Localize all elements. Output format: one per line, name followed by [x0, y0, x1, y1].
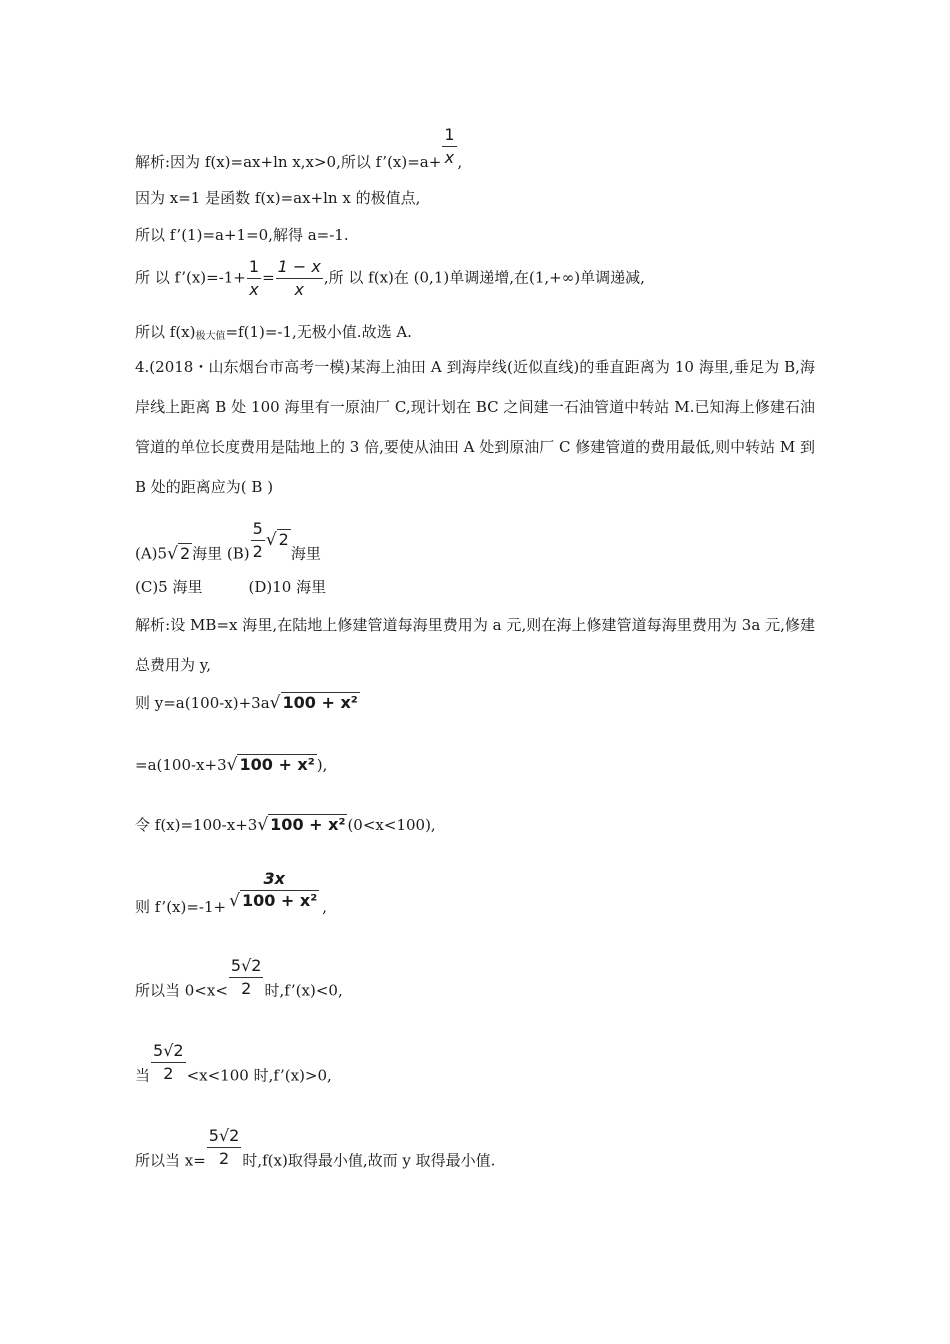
eq-f — [135, 815, 436, 835]
numerator: 5 — [251, 518, 265, 541]
options-ab — [135, 518, 321, 564]
text: 所以当 0<x< — [135, 981, 228, 1000]
text: 解析:因为 f(x)=ax+ln x,x>0,所以 f’(x)=a+ — [135, 153, 442, 171]
text: 所以 f(x) — [135, 323, 196, 341]
numerator: 5√2 — [151, 1040, 186, 1063]
fraction — [227, 868, 321, 912]
sqrt: √ 100 + x² — [269, 693, 358, 713]
denominator — [227, 890, 321, 912]
fraction — [251, 518, 265, 563]
numerator: 5√2 — [207, 1125, 242, 1148]
eq-fprime — [135, 868, 327, 917]
sqrt: √ 2 — [265, 529, 289, 550]
text: ), — [316, 756, 328, 774]
solution-2 — [135, 605, 815, 685]
solution-line-5 — [135, 322, 412, 347]
text: , — [322, 898, 328, 916]
question-4 — [135, 347, 815, 507]
radicand: 100 + x² — [282, 693, 358, 712]
text: , — [457, 153, 463, 171]
numerator: 3x — [263, 869, 285, 888]
fraction — [151, 1040, 186, 1085]
text: 则 f’(x)=-1+ — [135, 898, 227, 916]
text: 时,f(x)取得最小值,故而 y 取得最小值. — [242, 1151, 496, 1170]
option-c: (C)5 海里 — [135, 578, 203, 596]
text: 海里 — [290, 544, 321, 563]
solution-line-2 — [135, 188, 420, 208]
sqrt: √ 100 + x² — [257, 815, 346, 835]
text: 则 y=a(100-x)+3a — [135, 694, 270, 712]
text: 所以当 x= — [135, 1151, 206, 1170]
fraction — [207, 1125, 242, 1170]
denominator: 2 — [163, 1064, 174, 1083]
denominator: 2 — [218, 1149, 230, 1168]
text: <x<100 时,f’(x)>0, — [186, 1066, 332, 1085]
radicand: 100 + x² — [241, 891, 318, 910]
sqrt: √ 100 + x² — [229, 891, 318, 911]
text: =f(1)=-1,无极小值.故选 A. — [225, 323, 412, 341]
denominator: 2 — [252, 542, 263, 561]
numerator: 1 — [442, 124, 456, 147]
text: 令 f(x)=100-x+3 — [135, 816, 258, 834]
cond-1 — [135, 955, 343, 1001]
text: =a(100-x+3 — [135, 756, 227, 774]
text: 解析:设 MB=x 海里,在陆地上修建管道每海里费用为 a 元,则在海上修建管道每海里费用为 3a 元,修建总费用为 y, — [135, 616, 815, 674]
numerator: 1 — [247, 256, 261, 279]
solution-line-1 — [135, 124, 462, 172]
eq-y1 — [135, 693, 360, 713]
radicand: 100 + x² — [239, 755, 315, 774]
text: 海里 (B) — [192, 544, 250, 563]
denominator: 2 — [241, 979, 252, 998]
sqrt: √ 100 + x² — [226, 755, 315, 775]
radicand: 2 — [179, 543, 191, 563]
text: (0<x<100), — [347, 816, 436, 834]
question-text: 4.(2018・山东烟台市高考一模)某海上油田 A 到海岸线(近似直线)的垂直距离为 10 海里,垂足为 B,海岸线上距离 B 处 100 海里有一原油厂 C,现计划在 BC 之间建一石油管道中转站 M.已知海上修建石油管道的单位长度费用是陆地上的 3 倍,要使从油田 A 处到原油厂 C 修建管道的费用最低,则中转站 M 到 B 处的距离应为( B ) — [135, 358, 815, 496]
option-a: (A)5 — [135, 544, 168, 563]
radicand: 100 + x² — [270, 815, 346, 834]
subscript: 极大值 — [195, 331, 226, 342]
solution-line-3 — [135, 225, 349, 245]
text: 所 以 f’(x)=-1+ — [135, 268, 246, 287]
sqrt: √ 2 — [167, 543, 191, 564]
text: 因为 x=1 是函数 f(x)=ax+ln x 的极值点, — [135, 189, 421, 207]
numerator: 5√2 — [229, 955, 264, 978]
option-d: (D)10 海里 — [248, 578, 327, 596]
fraction — [276, 256, 323, 301]
eq-y2 — [135, 755, 327, 775]
text: 时,f’(x)<0, — [264, 981, 343, 1000]
denominator: x — [444, 148, 455, 167]
cond-3 — [135, 1125, 495, 1171]
fraction — [229, 955, 264, 1000]
text: 所以 f’(1)=a+1=0,解得 a=-1. — [135, 226, 349, 244]
radicand: 2 — [278, 529, 289, 549]
cond-2 — [135, 1040, 332, 1086]
denominator: x — [249, 280, 259, 299]
text: ,所 以 f(x)在 (0,1)单调递增,在(1,+∞)单调递减, — [323, 268, 645, 287]
options-cd — [135, 577, 326, 597]
text: 当 — [135, 1066, 151, 1085]
fraction — [247, 256, 261, 301]
solution-line-4 — [135, 256, 645, 301]
numerator: 1 − x — [276, 256, 323, 279]
fraction — [442, 124, 456, 169]
text: = — [262, 268, 275, 287]
denominator: x — [294, 280, 304, 299]
